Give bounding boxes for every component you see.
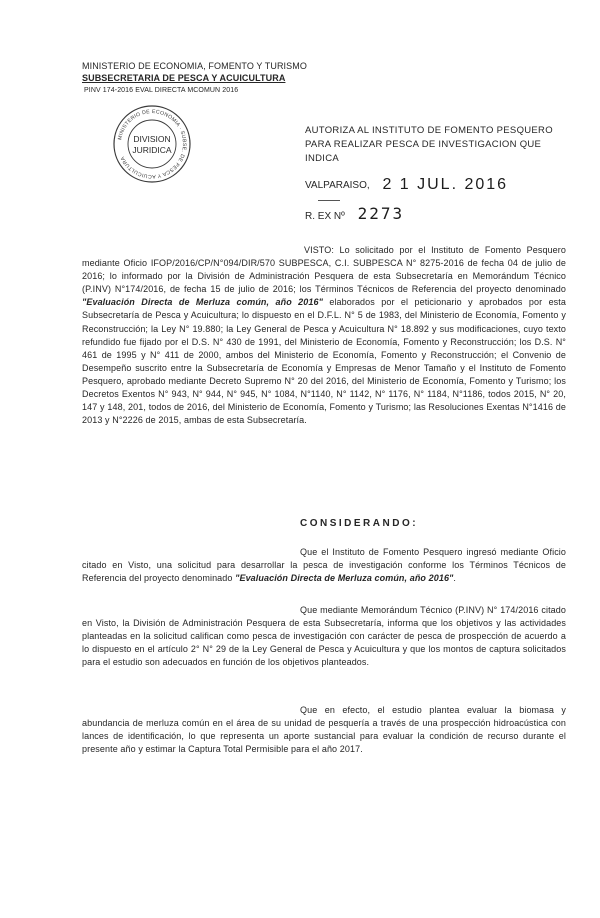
p1-end: . [453, 573, 457, 584]
resolution-number: 2273 [357, 204, 405, 223]
considerando-paragraph-3: Que en efecto, el estudio plantea evaluar la biomasa y abundancia de merluza común en el área de su unidad de pesquería a través de una prospección hidroacústica con lances de identificación, lo que representa un aporte sustancial para evaluar la condición de recurso durante el presente año y estimar la Captura Total Permisible para el año 2017. [82, 705, 566, 755]
considerando-heading: CONSIDERANDO: [300, 518, 419, 529]
stamp-ring-text: MINISTERIO DE ECONOMIA · SUBSE. DE PESCA Y ACUICULTURA [117, 108, 188, 180]
visto-lead: VISTO: Lo solicitado por el Instituto de Fomento Pesquero mediante Oficio IFOP/2016/CP/N°094/DIR/570 SUBPESCA, C.I. SUBPESCA N° 8275-2016 de fecha 04 de julio de 2016; lo informado por la División de Administración Pesquera de esta Subsecretaría en Memorándum Técnico (P.INV) N°174/2016, de fecha 15 de julio de 2016; los Términos Técnicos de Referencia del proyecto denominado [82, 245, 566, 295]
subsecretaria-name: SUBSECRETARIA DE PESCA Y ACUICULTURA [82, 73, 286, 83]
date-place: VALPARAISO, [305, 179, 370, 191]
document-reference: PINV 174-2016 EVAL DIRECTA MCOMUN 2016 [84, 87, 239, 94]
ministry-name: MINISTERIO DE ECONOMIA, FOMENTO Y TURISMO [82, 61, 307, 71]
p1-lead: Que el Instituto de Fomento Pesquero ingresó mediante Oficio citado en Visto, una solicitud para desarrollar la pesca de investigación conforme los Términos Técnicos de Referencia del proyecto denominado [82, 547, 566, 584]
date-line [305, 176, 508, 194]
division-juridica-stamp [112, 104, 192, 184]
divider-line [318, 200, 340, 201]
document-subject: AUTORIZA AL INSTITUTO DE FOMENTO PESQUERO PARA REALIZAR PESCA DE INVESTIGACION QUE INDICA [305, 125, 553, 164]
visto-paragraph [82, 244, 566, 427]
considerando-paragraph-1 [82, 546, 566, 585]
resolution-label: R. EX Nº [305, 211, 345, 222]
p1-project-name: "Evaluación Directa de Merluza común, año 2016" [235, 573, 454, 584]
date-stamp: 2 1 JUL. 2016 [382, 176, 509, 193]
visto-project-name: "Evaluación Directa de Merluza común, año 2016" [82, 297, 323, 308]
resolution-number-line [305, 204, 404, 223]
visto-rest: elaborados por el peticionario y aprobados por esta Subsecretaría de Pesca y Acuicultura; lo dispuesto en el D.F.L. N° 5 de 1983, del Ministerio de Economía, Fomento y Reconstrucción; la Ley N° 19.880; la Ley General de Pesca y Acuicultura N° 18.892 y sus modificaciones, cuyo texto refundido fue fijado por el D.S. N° 430 de 1991, del Ministerio de Economía, Fomento y Reconstrucción; los D.S. N° 461 de 1995 y N° 411 de 2000, ambos del Ministerio de Economía, Fomento y Reconstrucción; el Convenio de Desempeño suscrito entre la Subsecretaría de Economía y Empresas de Menor Tamaño y el Instituto de Fomento Pesquero, aprobado mediante Decreto Supremo N° 20 del 2016, del Ministerio de Economía, Fomento y Turismo; los Decretos Exentos N° 943, N° 944, N° 945, N° 1084, N°1140, N° 1142, N° 1176, N° 1184, N°1186, todos 2015, N° 20, 147 y 148, 201, todos de 2016, del Ministerio de Economía, Fomento y Turismo; las Resoluciones Exentas N°1416 de 2013 y N°2226 de 2015, ambas de esta Subsecretaría. [82, 297, 566, 426]
stamp-line-division: DIVISION [133, 134, 171, 144]
stamp-line-juridica: JURIDICA [132, 145, 172, 155]
considerando-paragraph-2: Que mediante Memorándum Técnico (P.INV) N° 174/2016 citado en Visto, la División de Administración Pesquera de esta Subsecretaría, informa que los objetivos y las actividades planteadas en la solicitud califican como pesca de investigación con carácter de pesca de prospección de acuerdo a lo dispuesto en el artículo 2° N° 29 de la Ley General de Pesca y Acuicultura y que los montos de captura solicitados para el estudio son adecuados en función de los objetivos planteados. [82, 605, 566, 668]
